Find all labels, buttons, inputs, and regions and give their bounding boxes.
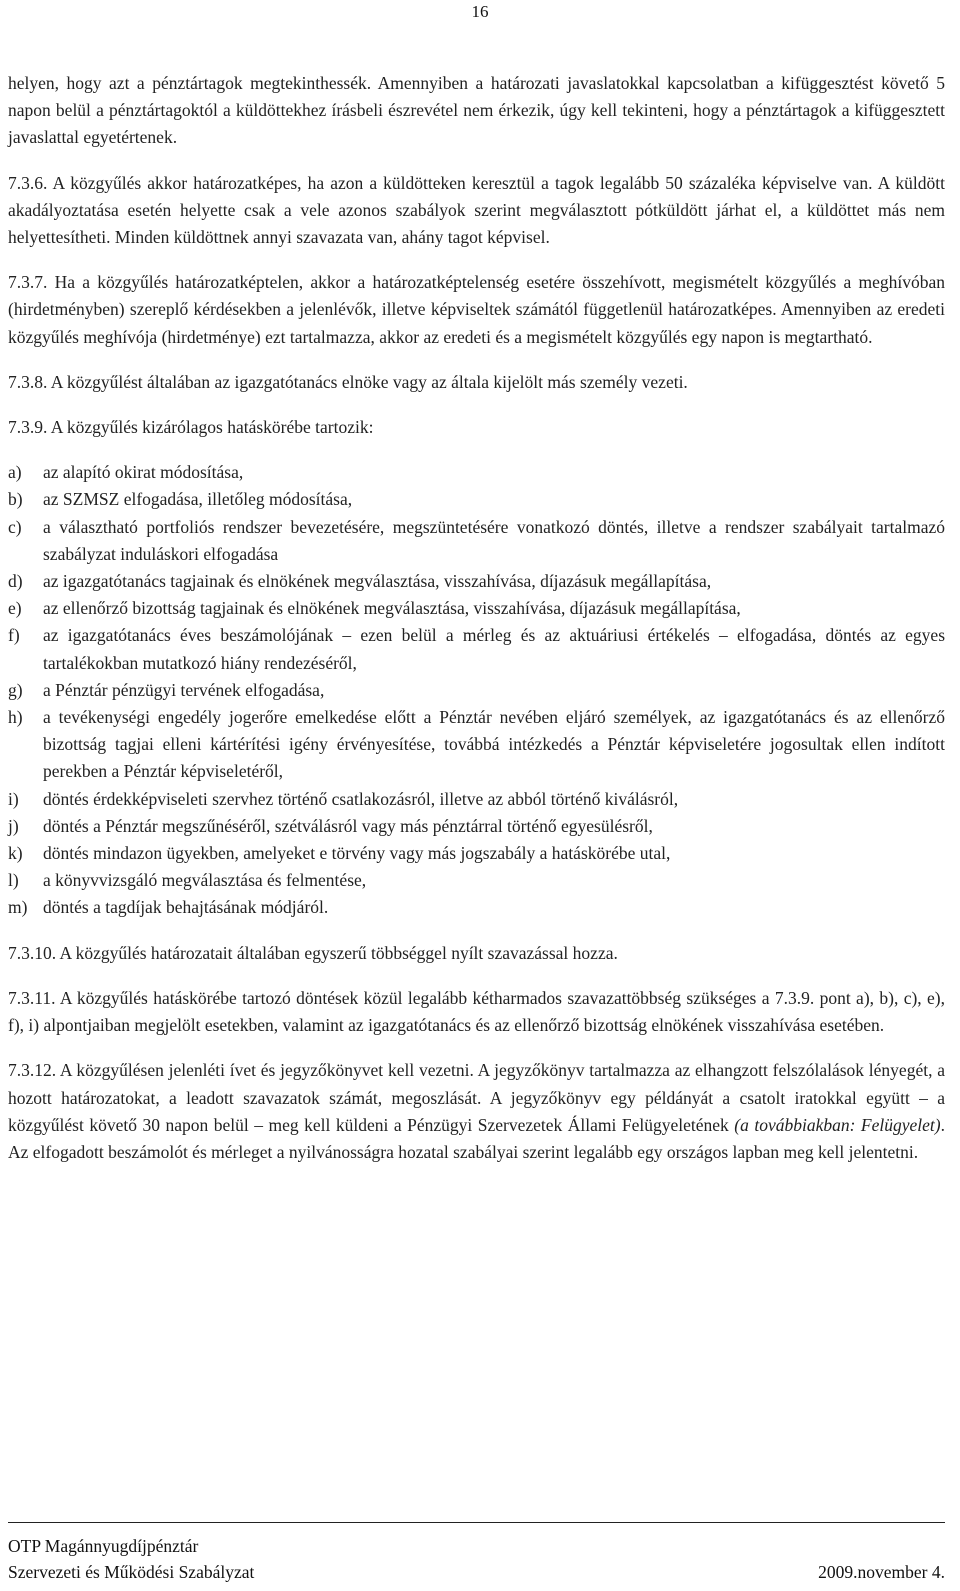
list-text: az igazgatótanács éves beszámolójának – ezen belül a mérleg és az aktuáriusi értékelés – elfogadása, döntés az egyes tartalékokban mutatkozó hiány rendezéséről, xyxy=(43,625,945,673)
list-text: az ellenőrző bizottság tagjainak és elnökének megválasztása, visszahívása, díjazásuk megállapítása, xyxy=(43,598,741,619)
list-item xyxy=(8,514,945,568)
list-marker: d) xyxy=(8,571,23,592)
list-text: döntés mindazon ügyekben, amelyeket e törvény vagy más jogszabály a hatáskörébe utal, xyxy=(43,843,671,864)
list-text: a tevékenységi engedély jogerőre emelkedése előtt a Pénztár nevében eljáró személyek, az igazgatótanács és az ellenőrző bizottság tagjai elleni kártérítési igény érvényesítése, továbbá intézkedés a Pénztár képviseletére jogosultak ellen indított perekben a Pénztár képviseletéről, xyxy=(43,707,945,782)
list-marker: a) xyxy=(8,462,22,483)
list-marker: j) xyxy=(8,815,19,836)
list-marker: e) xyxy=(8,598,22,619)
footer-document-title: Szervezeti és Működési Szabályzat xyxy=(8,1562,255,1582)
paragraph-7-3-8: 7.3.8. A közgyűlést általában az igazgatótanács elnöke vagy az általa kijelölt más személy vezeti. xyxy=(8,371,688,392)
list-item xyxy=(8,486,945,513)
list-item xyxy=(8,894,945,921)
list-marker: m) xyxy=(8,897,28,918)
document-body xyxy=(8,70,945,1184)
footer-date: 2009.november 4. xyxy=(818,1562,945,1582)
paragraph-7-3-12-end: . Az elfogadott beszámolót és mérleget a nyilvánosságra hozatal szabályai szerint legalább egy országos lapban meg kell jelentetni. xyxy=(8,1114,945,1162)
list-text: döntés a tagdíjak behajtásának módjáról. xyxy=(43,897,329,918)
list-marker: c) xyxy=(8,516,22,537)
paragraph-continuation: helyen, hogy azt a pénztártagok megtekinthessék. Amennyiben a határozati javaslatokkal kapcsolatban a kifüggesztést követő 5 napon belül a pénztártagoktól a küldöttekhez írásbeli észrevétel nem érkezik, úgy kell tekinteni, hogy a pénztártagok a kifüggesztett javaslattal egyetértenek. xyxy=(8,73,945,148)
footer-line xyxy=(8,1559,945,1585)
paragraph-7-3-10: 7.3.10. A közgyűlés határozatait általában egyszerű többséggel nyílt szavazással hozza. xyxy=(8,942,618,963)
list-item xyxy=(8,568,945,595)
list-text: a könyvvizsgáló megválasztása és felmentése, xyxy=(43,870,367,891)
paragraph-7-3-9: 7.3.9. A közgyűlés kizárólagos hatáskörébe tartozik: xyxy=(8,417,374,438)
page-number: 16 xyxy=(471,2,489,21)
list-marker: g) xyxy=(8,679,23,700)
list-item xyxy=(8,459,945,486)
list-item xyxy=(8,677,945,704)
list-text: döntés a Pénztár megszűnéséről, szétválásról vagy más pénztárral történő egyesülésről, xyxy=(43,815,653,836)
page-footer xyxy=(8,1522,945,1585)
footer-organization: OTP Magánnyugdíjpénztár xyxy=(8,1536,199,1556)
list-text: az SZMSZ elfogadása, illetőleg módosítása, xyxy=(43,489,353,510)
list-marker: b) xyxy=(8,489,23,510)
list-marker: f) xyxy=(8,625,20,646)
paragraph-7-3-12 xyxy=(8,1057,945,1166)
paragraph-7-3-12-start: 7.3.12. A közgyűlésen jelenléti ívet és jegyzőkönyvet kell vezetni. A jegyzőkönyv tartalmazza az elhangzott felszólalások lényegét, a hozott határozatokat, a leadott szavazatok számát, megoszlását. A jegyzőkönyv egy példányát a csatolt iratokkal együtt – a közgyűlést követő 30 napon belül – meg kell küldeni a Pénzügyi Szervezetek Állami Felügyeletének xyxy=(8,1060,945,1135)
list-item xyxy=(8,867,945,894)
list-item xyxy=(8,786,945,813)
list-item xyxy=(8,595,945,622)
paragraph-7-3-11: 7.3.11. A közgyűlés hatáskörébe tartozó döntések közül legalább kétharmados szavazattöbbség szükséges a 7.3.9. pont a), b), c), e), f), i) alpontjaiban megjelölt esetekben, valamint az igazgatótanács és az ellenőrző bizottság elnökének visszahívása esetében. xyxy=(8,987,945,1036)
list-text: az igazgatótanács tagjainak és elnökének megválasztása, visszahívása, díjazásuk megállapítása, xyxy=(43,571,712,592)
list-text: az alapító okirat módosítása, xyxy=(43,462,244,483)
competence-list xyxy=(8,459,945,921)
list-text: a Pénztár pénzügyi tervének elfogadása, xyxy=(43,679,325,700)
list-text: döntés érdekképviseleti szervhez történő csatlakozásról, illetve az abból történő kiválásról, xyxy=(43,788,679,809)
list-marker: l) xyxy=(8,870,19,891)
paragraph-7-3-6: 7.3.6. A közgyűlés akkor határozatképes, ha azon a küldötteken keresztül a tagok legalább 50 százaléka képviselve van. A küldött akadályoztatása esetén helyette csak a vele azonos szabályok szerint megválasztott pótküldött járhat el, a küldöttet más nem helyettesítheti. Minden küldöttnek annyi szavazata van, ahány tagot képvisel. xyxy=(8,172,945,248)
list-text: a választható portfoliós rendszer bevezetésére, megszüntetésére vonatkozó döntés, illetve a rendszer szabályait tartalmazó szabályzat induláskori elfogadása xyxy=(43,516,945,564)
list-item xyxy=(8,704,945,786)
list-item xyxy=(8,840,945,867)
paragraph-7-3-12-italic: (a továbbiakban: Felügyelet) xyxy=(734,1114,941,1135)
list-item xyxy=(8,622,945,676)
list-marker: k) xyxy=(8,843,23,864)
list-marker: h) xyxy=(8,707,23,728)
list-marker: i) xyxy=(8,788,19,809)
paragraph-7-3-7: 7.3.7. Ha a közgyűlés határozatképtelen, akkor a határozatképtelenség esetére összehívott, megismételt közgyűlés a meghívóban (hirdetményben) szereplő kérdésekben a jelenlévők, illetve képviseltek számától függetlenül határozatképes. Amennyiben az eredeti közgyűlés meghívója (hirdetménye) ezt tartalmazza, akkor az eredeti és a megismételt közgyűlés egy napon is megtartható. xyxy=(8,272,945,347)
list-item xyxy=(8,813,945,840)
